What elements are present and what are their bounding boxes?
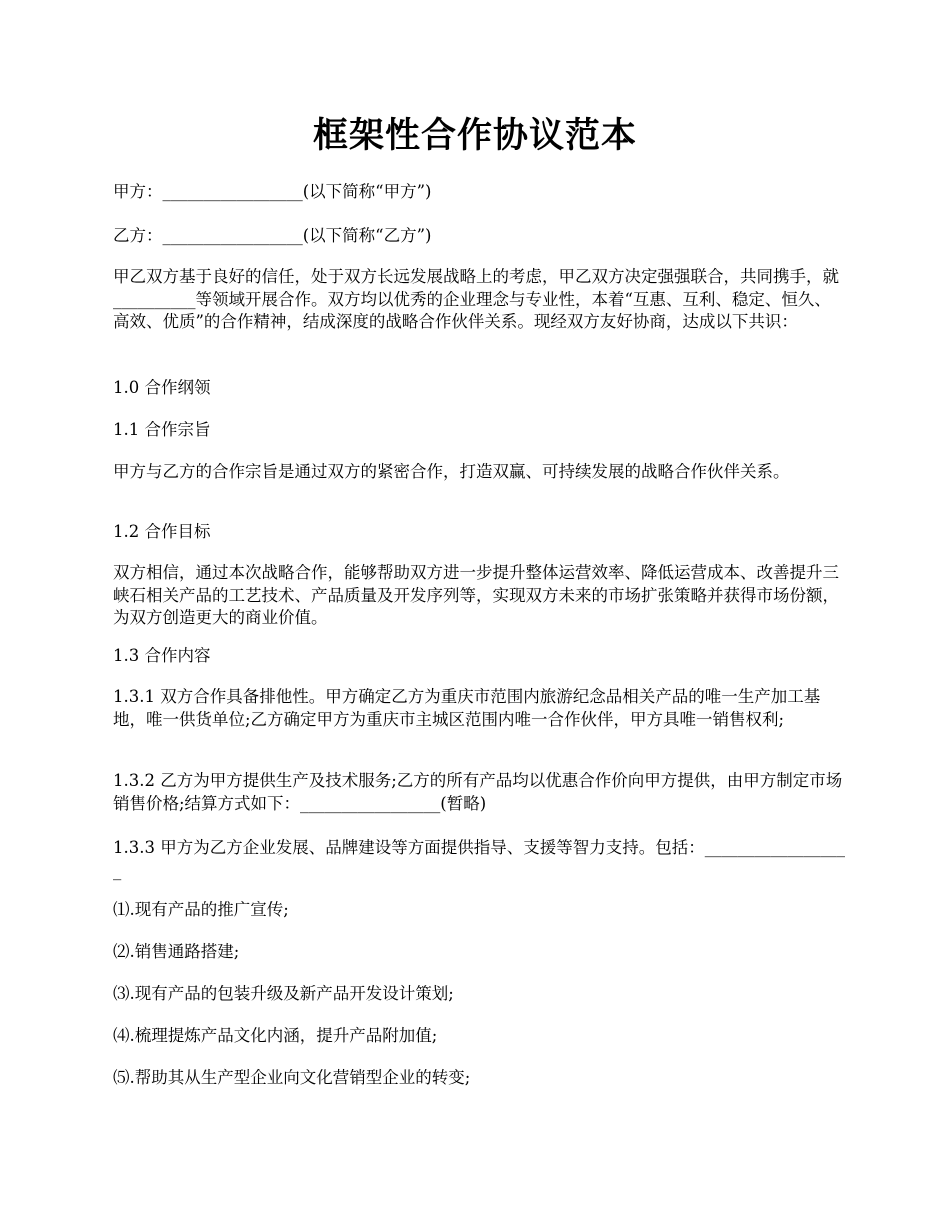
list-item: ⑵.销售通路搭建; — [113, 942, 240, 961]
party-b-line: 乙方：_________________(以下简称“乙方”) — [113, 226, 432, 245]
list-item: ⑷.梳理提炼产品文化内涵，提升产品附加值; — [113, 1026, 438, 1045]
section-heading-1-1: 1.1 合作宗旨 — [113, 420, 211, 439]
intro-paragraph: 甲乙双方基于良好的信任，处于双方长远发展战略上的考虑，甲乙双方决定强强联合，共同携手，就__________等领域开展合作。双方均以优秀的企业理念与专业性，本着“互惠、互利、稳定、恒久、高效、优质”的合作精神，结成深度的战略合作伙伴关系。现经双方友好协商，达成以下共识： — [113, 267, 839, 331]
document-title: 框架性合作协议范本 — [312, 115, 637, 156]
list-item: ⑸.帮助其从生产型企业向文化营销型企业的转变; — [113, 1068, 471, 1087]
section-heading-1-0: 1.0 合作纲领 — [113, 378, 211, 397]
goal-paragraph: 双方相信，通过本次战略合作，能够帮助双方进一步提升整体运营效率、降低运营成本、改善提升三峡石相关产品的工艺技术、产品质量及开发序列等，实现双方未来的市场扩张策略并获得市场份额，为双方创造更大的商业价值。 — [113, 563, 839, 627]
section-heading-1-2: 1.2 合作目标 — [113, 522, 211, 541]
clause-1-3-1: 1.3.1 双方合作具备排他性。甲方确定乙方为重庆市范围内旅游纪念品相关产品的唯一生产加工基地，唯一供货单位;乙方确定甲方为重庆市主城区范围内唯一合作伙伴，甲方具唯一销售权利; — [113, 687, 821, 729]
clause-1-3-3: 1.3.3 甲方为乙方企业发展、品牌建设等方面提供指导、支援等智力支持。包括：__________________ — [113, 838, 845, 880]
section-heading-1-3: 1.3 合作内容 — [113, 646, 211, 665]
purpose-paragraph: 甲方与乙方的合作宗旨是通过双方的紧密合作，打造双赢、可持续发展的战略合作伙伴关系。 — [113, 462, 790, 481]
clause-1-3-2: 1.3.2 乙方为甲方提供生产及技术服务;乙方的所有产品均以优惠合作价向甲方提供，由甲方制定市场销售价格;结算方式如下：_________________(暂略) — [113, 771, 843, 813]
party-a-line: 甲方：_________________(以下简称“甲方”) — [113, 182, 432, 201]
list-item: ⑶.现有产品的包装升级及新产品开发设计策划; — [113, 984, 454, 1003]
list-item: ⑴.现有产品的推广宣传; — [113, 900, 289, 919]
